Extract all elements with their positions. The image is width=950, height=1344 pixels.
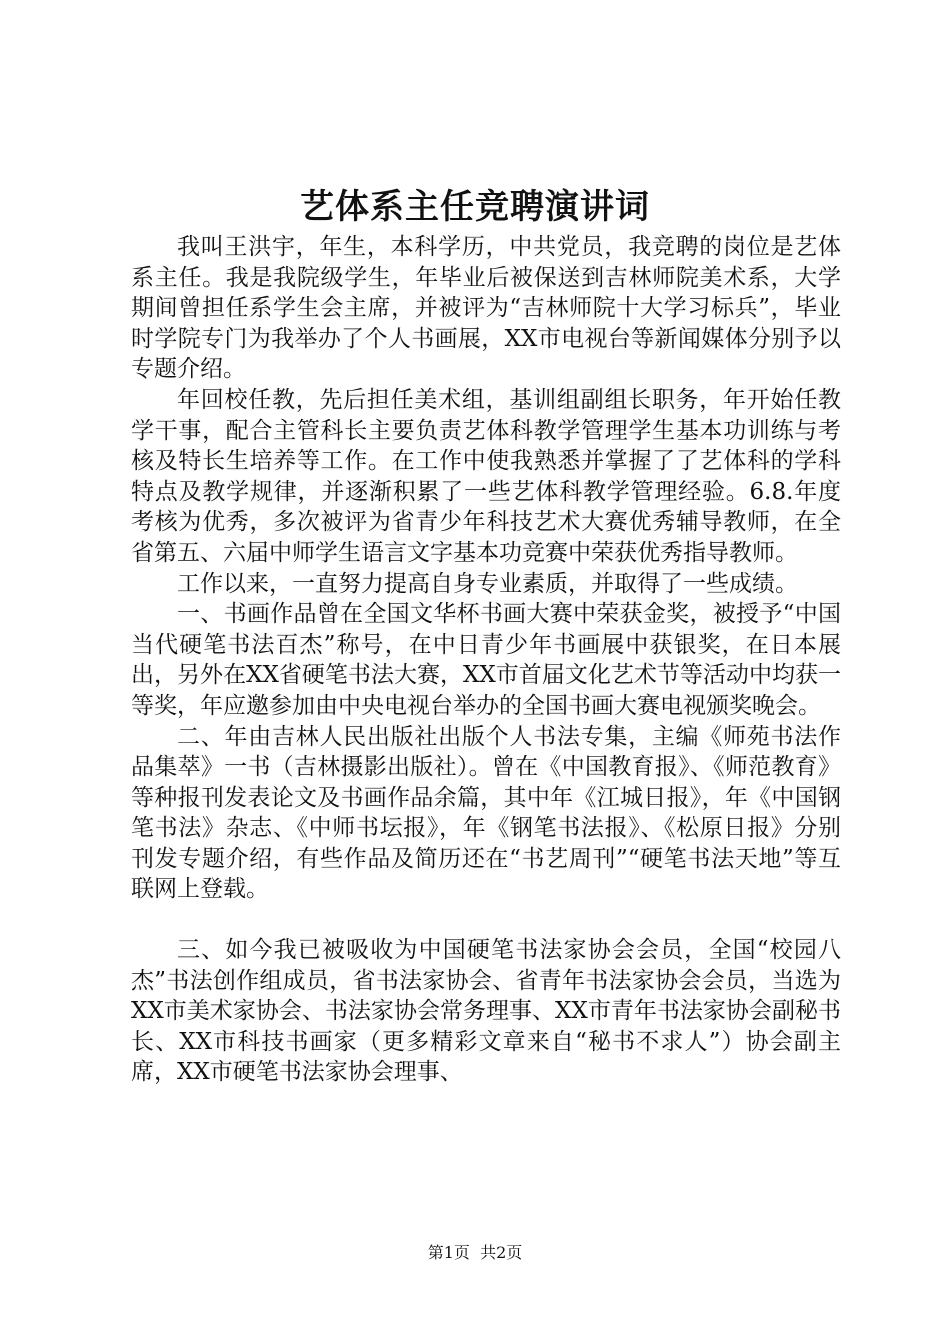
paragraph-achievement-two: 二、年由吉林人民出版社出版个人书法专集，主编《师苑书法作品集萃》一书（吉林摄影出版社）。曾在《中国教育报》、《师范教育》等种报刊发表论文及书画作品余篇，其中年《江城日报》，年《中国钢笔书法》杂志、《中师书坛报》，年《钢笔书法报》、《松原日报》分别刊发专题介绍，有些作品及简历还在“书艺周刊”“硬笔书法天地”等互联网上登载。 — [131, 723, 841, 903]
document-title: 艺体系主任竞聘演讲词 — [300, 187, 650, 227]
page-number: 第1页 — [427, 1243, 470, 1262]
page-total: 共2页 — [480, 1243, 523, 1262]
paragraph-intro: 我叫王洪宇，年生，本科学历，中共党员，我竞聘的岗位是艺体系主任。我是我院级学生，年毕业后被保送到吉林师院美术系，大学期间曾担任系学生会主席，并被评为“吉林师院十大学习标兵”，毕业时学院专门为我举办了个人书画展，XX市电视台等新闻媒体分别予以专题介绍。 — [131, 234, 841, 383]
paragraph-achievement-one: 一、书画作品曾在全国文华杯书画大赛中荣获金奖，被授予“中国当代硬笔书法百杰”称号，在中日青少年书画展中获银奖，在日本展出，另外在XX省硬笔书法大赛，XX市首届文化艺术节等活动中均获一等奖，年应邀参加由中央电视台举办的全国书画大赛电视颁奖晚会。 — [131, 601, 841, 719]
paragraph-work-history: 年回校任教，先后担任美术组，基训组副组长职务，年开始任教学干事，配合主管科长主要负责艺体科教学管理学生基本功训练与考核及特长生培养等工作。在工作中使我熟悉并掌握了了艺体科的学科特点及教学规律，并逐渐积累了一些艺体科教学管理经验。6.8.年度考核为优秀，多次被评为省青少年科技艺术大赛优秀辅导教师，在全省第五、六届中师学生语言文字基本功竞赛中荣获优秀指导教师。 — [131, 386, 841, 566]
paragraph-achievements-intro: 工作以来，一直努力提高自身专业素质，并取得了一些成绩。 — [177, 570, 798, 597]
document-body — [131, 232, 841, 1088]
paragraph-achievement-three: 三、如今我已被吸收为中国硬笔书法家协会会员，全国“校园八杰”书法创作组成员，省书法家协会、省青年书法家协会会员，当选为XX市美术家协会、书法家协会常务理事、XX市青年书法家协会副秘书长、XX市科技书画家（更多精彩文章来自“秘书不求人”）协会副主席，XX市硬笔书法家协会理事、 — [131, 937, 841, 1086]
page-footer — [0, 1242, 950, 1264]
